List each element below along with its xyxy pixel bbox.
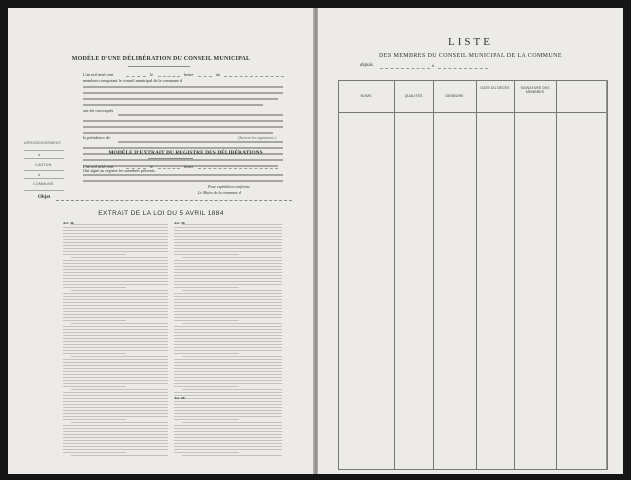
law-text-line bbox=[174, 362, 282, 363]
left-page bbox=[8, 8, 314, 474]
law-text-line bbox=[174, 293, 282, 294]
law-text-line bbox=[174, 248, 282, 249]
law-article-mid: Art. 50. bbox=[174, 221, 186, 225]
law-text-line bbox=[63, 245, 168, 246]
law-text-line bbox=[63, 281, 168, 282]
law-text-line bbox=[174, 287, 239, 288]
law-text-line bbox=[182, 224, 282, 225]
law-text-line bbox=[63, 254, 126, 255]
law-text-line bbox=[63, 251, 168, 252]
law-text-line bbox=[182, 323, 282, 324]
law-text-line bbox=[71, 323, 168, 324]
form2-title: MODÈLE D'EXTRAIT DU REGISTRE DES DÉLIBÉRATIONS bbox=[108, 150, 263, 156]
law-text-line bbox=[63, 443, 168, 444]
law-text-line bbox=[174, 410, 282, 411]
law-text-line bbox=[174, 230, 282, 231]
law-text-line bbox=[63, 236, 168, 237]
law-text-line bbox=[174, 419, 239, 420]
law-text-line bbox=[63, 272, 168, 273]
law-text-line bbox=[63, 368, 168, 369]
law-text-line bbox=[71, 290, 168, 291]
law-text-line bbox=[174, 437, 282, 438]
law-text-line bbox=[174, 272, 282, 273]
law-text-line bbox=[174, 401, 282, 402]
law-text-line bbox=[63, 305, 168, 306]
law-text-line bbox=[63, 266, 168, 267]
law-text-line bbox=[174, 278, 282, 279]
law-text-line bbox=[63, 392, 168, 393]
law-text-line bbox=[63, 260, 168, 261]
law-text-line bbox=[63, 410, 168, 411]
law-text-line bbox=[182, 422, 282, 423]
law-text-line bbox=[71, 257, 168, 258]
law-text-line bbox=[63, 326, 168, 327]
form2-objet: Objet bbox=[38, 195, 51, 200]
law-text-line bbox=[71, 455, 168, 456]
law-text-line bbox=[63, 416, 168, 417]
form1-heure: heure bbox=[184, 72, 194, 77]
law-text-line bbox=[63, 386, 126, 387]
law-text-line bbox=[63, 302, 168, 303]
law-text-line bbox=[182, 389, 282, 390]
list-depuis: depuis bbox=[360, 63, 374, 68]
margin-d1: d bbox=[38, 153, 41, 157]
margin-commune: COMMUNE bbox=[33, 182, 54, 186]
law-text-left-column bbox=[63, 224, 168, 464]
law-text-line bbox=[63, 431, 168, 432]
law-text-line bbox=[174, 332, 282, 333]
law-text-line bbox=[174, 245, 282, 246]
law-text-line bbox=[174, 326, 282, 327]
law-text-line bbox=[63, 344, 168, 345]
members-table bbox=[338, 80, 608, 470]
law-text-line bbox=[174, 431, 282, 432]
margin-canton: CANTON bbox=[35, 163, 52, 167]
law-text-line bbox=[174, 443, 282, 444]
law-text-line bbox=[63, 452, 126, 453]
law-text-line bbox=[174, 299, 282, 300]
law-text-line bbox=[174, 428, 282, 429]
law-text-line bbox=[63, 239, 168, 240]
law-text-line bbox=[63, 401, 168, 402]
law-text-line bbox=[63, 287, 126, 288]
form1-line2: membres composant le conseil municipal de la commune d bbox=[83, 78, 183, 83]
law-article-end: Art. 68. bbox=[174, 396, 186, 400]
law-text-line bbox=[63, 341, 168, 342]
law-text-line bbox=[63, 314, 168, 315]
form1-le: le bbox=[150, 72, 154, 77]
form2-conformity: Pour expédition conforme bbox=[208, 184, 250, 189]
law-text-line bbox=[174, 359, 282, 360]
law-text-line bbox=[182, 455, 282, 456]
law-text-line bbox=[174, 440, 282, 441]
law-text-line bbox=[63, 362, 168, 363]
law-text-line bbox=[174, 329, 282, 330]
law-text-line bbox=[174, 407, 282, 408]
form2-opening: L'an mil neuf cent bbox=[83, 164, 114, 169]
law-text-line bbox=[174, 338, 282, 339]
law-text-line bbox=[63, 311, 168, 312]
law-text-line bbox=[63, 437, 168, 438]
law-text-line bbox=[71, 356, 168, 357]
law-text-line bbox=[174, 395, 282, 396]
title-rule bbox=[128, 66, 190, 67]
law-text-line bbox=[174, 317, 282, 318]
form1-signatures-note: (Suivent les signatures.) bbox=[238, 135, 277, 140]
right-page: LISTE DES MEMBRES DU CONSEIL MUNICIPAL DE LA COMMUNE depuis à NOMS QUALITÉS DEMEURE DATE DU DÉCÈS SIGNATURE DES MEMBRES bbox=[318, 8, 623, 474]
law-text-line bbox=[174, 425, 282, 426]
col-header-demeure: DEMEURE bbox=[445, 94, 464, 98]
law-text-line bbox=[174, 296, 282, 297]
law-text-line bbox=[63, 347, 168, 348]
law-text-line bbox=[174, 275, 282, 276]
law-text-line bbox=[63, 332, 168, 333]
law-text-line bbox=[71, 224, 168, 225]
list-title: LISTE bbox=[448, 36, 493, 48]
law-text-line bbox=[63, 227, 168, 228]
law-text-line bbox=[63, 293, 168, 294]
law-text-line bbox=[63, 284, 168, 285]
law-text-line bbox=[174, 380, 282, 381]
law-text-line bbox=[174, 260, 282, 261]
margin-d2: d bbox=[38, 173, 41, 177]
law-text-line bbox=[63, 263, 168, 264]
law-text-line bbox=[63, 320, 126, 321]
law-text-line bbox=[174, 236, 282, 237]
law-text-line bbox=[63, 398, 168, 399]
law-text-line bbox=[63, 371, 168, 372]
law-text-line bbox=[174, 452, 239, 453]
law-text-line bbox=[174, 242, 282, 243]
law-text-line bbox=[63, 428, 168, 429]
law-text-line bbox=[63, 329, 168, 330]
law-title: EXTRAIT DE LA LOI DU 5 AVRIL 1884 bbox=[98, 210, 224, 217]
law-text-line bbox=[174, 377, 282, 378]
law-text-line bbox=[63, 374, 168, 375]
law-text-line bbox=[63, 419, 126, 420]
form2-le: le bbox=[150, 164, 154, 169]
law-text-line bbox=[63, 317, 168, 318]
law-text-line bbox=[63, 449, 168, 450]
law-text-line bbox=[174, 344, 282, 345]
law-text-line bbox=[174, 353, 239, 354]
law-text-line bbox=[63, 407, 168, 408]
form1-president: la présidence de bbox=[83, 135, 110, 140]
law-text-line bbox=[63, 446, 168, 447]
law-text-line bbox=[174, 263, 282, 264]
form1-convoque: ont été convoqués bbox=[83, 108, 114, 113]
list-subtitle: DES MEMBRES DU CONSEIL MUNICIPAL DE LA COMMUNE bbox=[379, 53, 562, 59]
law-text-line bbox=[174, 398, 282, 399]
law-text-line bbox=[182, 290, 282, 291]
law-text-line bbox=[63, 413, 168, 414]
law-text-line bbox=[63, 242, 168, 243]
law-text-line bbox=[174, 314, 282, 315]
law-text-line bbox=[174, 374, 282, 375]
law-text-line bbox=[63, 434, 168, 435]
law-text-line bbox=[174, 347, 282, 348]
law-text-right-column bbox=[174, 224, 282, 464]
law-text-line bbox=[63, 425, 168, 426]
law-text-line bbox=[174, 386, 239, 387]
form1-title: MODÈLE D'UNE DÉLIBÉRATION DU CONSEIL MUNICIPAL bbox=[71, 56, 251, 62]
law-text-line bbox=[63, 230, 168, 231]
law-text-line bbox=[174, 266, 282, 267]
law-text-line bbox=[63, 395, 168, 396]
law-text-line bbox=[174, 320, 239, 321]
law-text-line bbox=[174, 416, 282, 417]
law-text-line bbox=[63, 383, 168, 384]
law-text-line bbox=[174, 305, 282, 306]
law-text-line bbox=[63, 248, 168, 249]
law-text-line bbox=[63, 359, 168, 360]
law-text-line bbox=[63, 275, 168, 276]
form1-du: du bbox=[216, 72, 221, 77]
law-text-line bbox=[174, 413, 282, 414]
law-text-line bbox=[63, 296, 168, 297]
law-text-line bbox=[63, 350, 168, 351]
form1-closing: Ont signé au registre les membres présents. bbox=[83, 168, 156, 173]
law-text-line bbox=[71, 389, 168, 390]
law-text-line bbox=[174, 227, 282, 228]
law-text-line bbox=[174, 251, 282, 252]
law-text-line bbox=[63, 335, 168, 336]
col-header-qualites: QUALITÉS bbox=[404, 94, 423, 98]
form2-maire: Le Maire de la commune d bbox=[198, 190, 241, 195]
law-text-line bbox=[63, 380, 168, 381]
law-text-line bbox=[174, 302, 282, 303]
col-header-noms: NOMS bbox=[360, 94, 372, 98]
law-text-line bbox=[174, 365, 282, 366]
law-text-line bbox=[174, 383, 282, 384]
law-text-line bbox=[174, 335, 282, 336]
law-text-line bbox=[182, 356, 282, 357]
law-text-line bbox=[174, 281, 282, 282]
law-text-line bbox=[174, 371, 282, 372]
law-text-line bbox=[63, 365, 168, 366]
col-header-signature: SIGNATURE DES MEMBRES bbox=[520, 86, 550, 94]
law-article-start: Art. 46. bbox=[63, 221, 75, 225]
law-text-line bbox=[182, 257, 282, 258]
form2-heure: heure bbox=[184, 164, 194, 169]
law-text-line bbox=[174, 404, 282, 405]
table-header-rule bbox=[338, 112, 607, 113]
law-text-line bbox=[63, 353, 126, 354]
law-text-line bbox=[71, 422, 168, 423]
law-text-line bbox=[63, 377, 168, 378]
law-text-line bbox=[174, 368, 282, 369]
law-text-line bbox=[174, 392, 282, 393]
law-text-line bbox=[63, 269, 168, 270]
law-text-line bbox=[174, 341, 282, 342]
law-text-line bbox=[174, 233, 282, 234]
law-text-line bbox=[174, 254, 239, 255]
law-text-line bbox=[174, 308, 282, 309]
law-text-line bbox=[63, 404, 168, 405]
law-text-line bbox=[63, 338, 168, 339]
law-text-line bbox=[174, 239, 282, 240]
law-text-line bbox=[174, 284, 282, 285]
law-text-line bbox=[174, 434, 282, 435]
law-text-line bbox=[174, 446, 282, 447]
law-text-line bbox=[63, 278, 168, 279]
margin-arrondissement: ARRONDISSEMENT bbox=[24, 141, 62, 145]
law-text-line bbox=[174, 311, 282, 312]
law-text-line bbox=[63, 233, 168, 234]
law-text-line bbox=[174, 350, 282, 351]
law-text-line bbox=[63, 299, 168, 300]
form1-opening: L'an mil neuf cent bbox=[83, 72, 114, 77]
law-text-line bbox=[63, 308, 168, 309]
col-header-date-deces: DATE DU DÉCÈS bbox=[480, 86, 510, 90]
law-text-line bbox=[63, 440, 168, 441]
law-text-line bbox=[174, 449, 282, 450]
law-text-line bbox=[174, 269, 282, 270]
